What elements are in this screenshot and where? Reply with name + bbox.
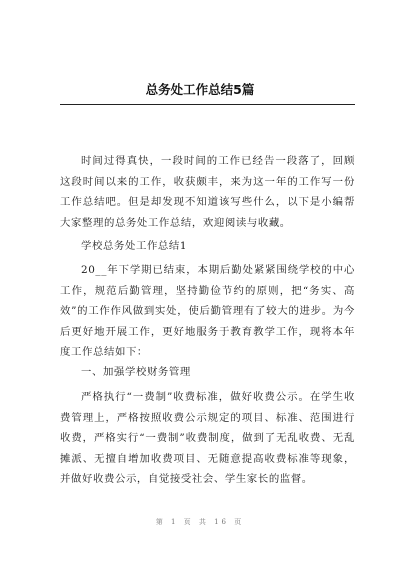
section-heading: 学校总务处工作总结1	[81, 240, 188, 252]
intro-paragraph: 时间过得真快，一段时间的工作已经告一段落了，回顾这段时间以来的工作，收获颇丰，来为这一年的工作写一份工作总结吧。但是却发现不知道该写些什么，以下是小编帮大家整理的总务处工作总结，欢迎阅读与收藏。	[60, 155, 355, 229]
section-paragraph: 20__年下学期已结束，本期后勤处紧紧围绕学校的中心工作，规范后勤管理，坚持勤俭节约的原则，把“务实、高效”的工作作风做到实处，使后勤管理有了较大的进步。为今后更好地开展工作，更好地服务于教育教学工作，现将本年度工作总结如下：	[60, 264, 355, 358]
title-divider	[60, 104, 355, 105]
page-footer: 第 1 页 共 16 页	[155, 518, 245, 526]
subheading: 一、加强学校财务管理	[81, 366, 191, 378]
page-title: 总务处工作总结5篇	[145, 82, 255, 97]
sub-paragraph: 严格执行“一费制”收费标准，做好收费公示。在学生收费管理上，严格按照收费公示规定的项目、标准、范围进行收费，严格实行“一费制”收费制度，做到了无乱收费、无乱摊派、无擅自增加收费项目、无随意提高收费标准等现象，并做好收费公示，自觉接受社会、学生家长的监督。	[60, 391, 355, 485]
